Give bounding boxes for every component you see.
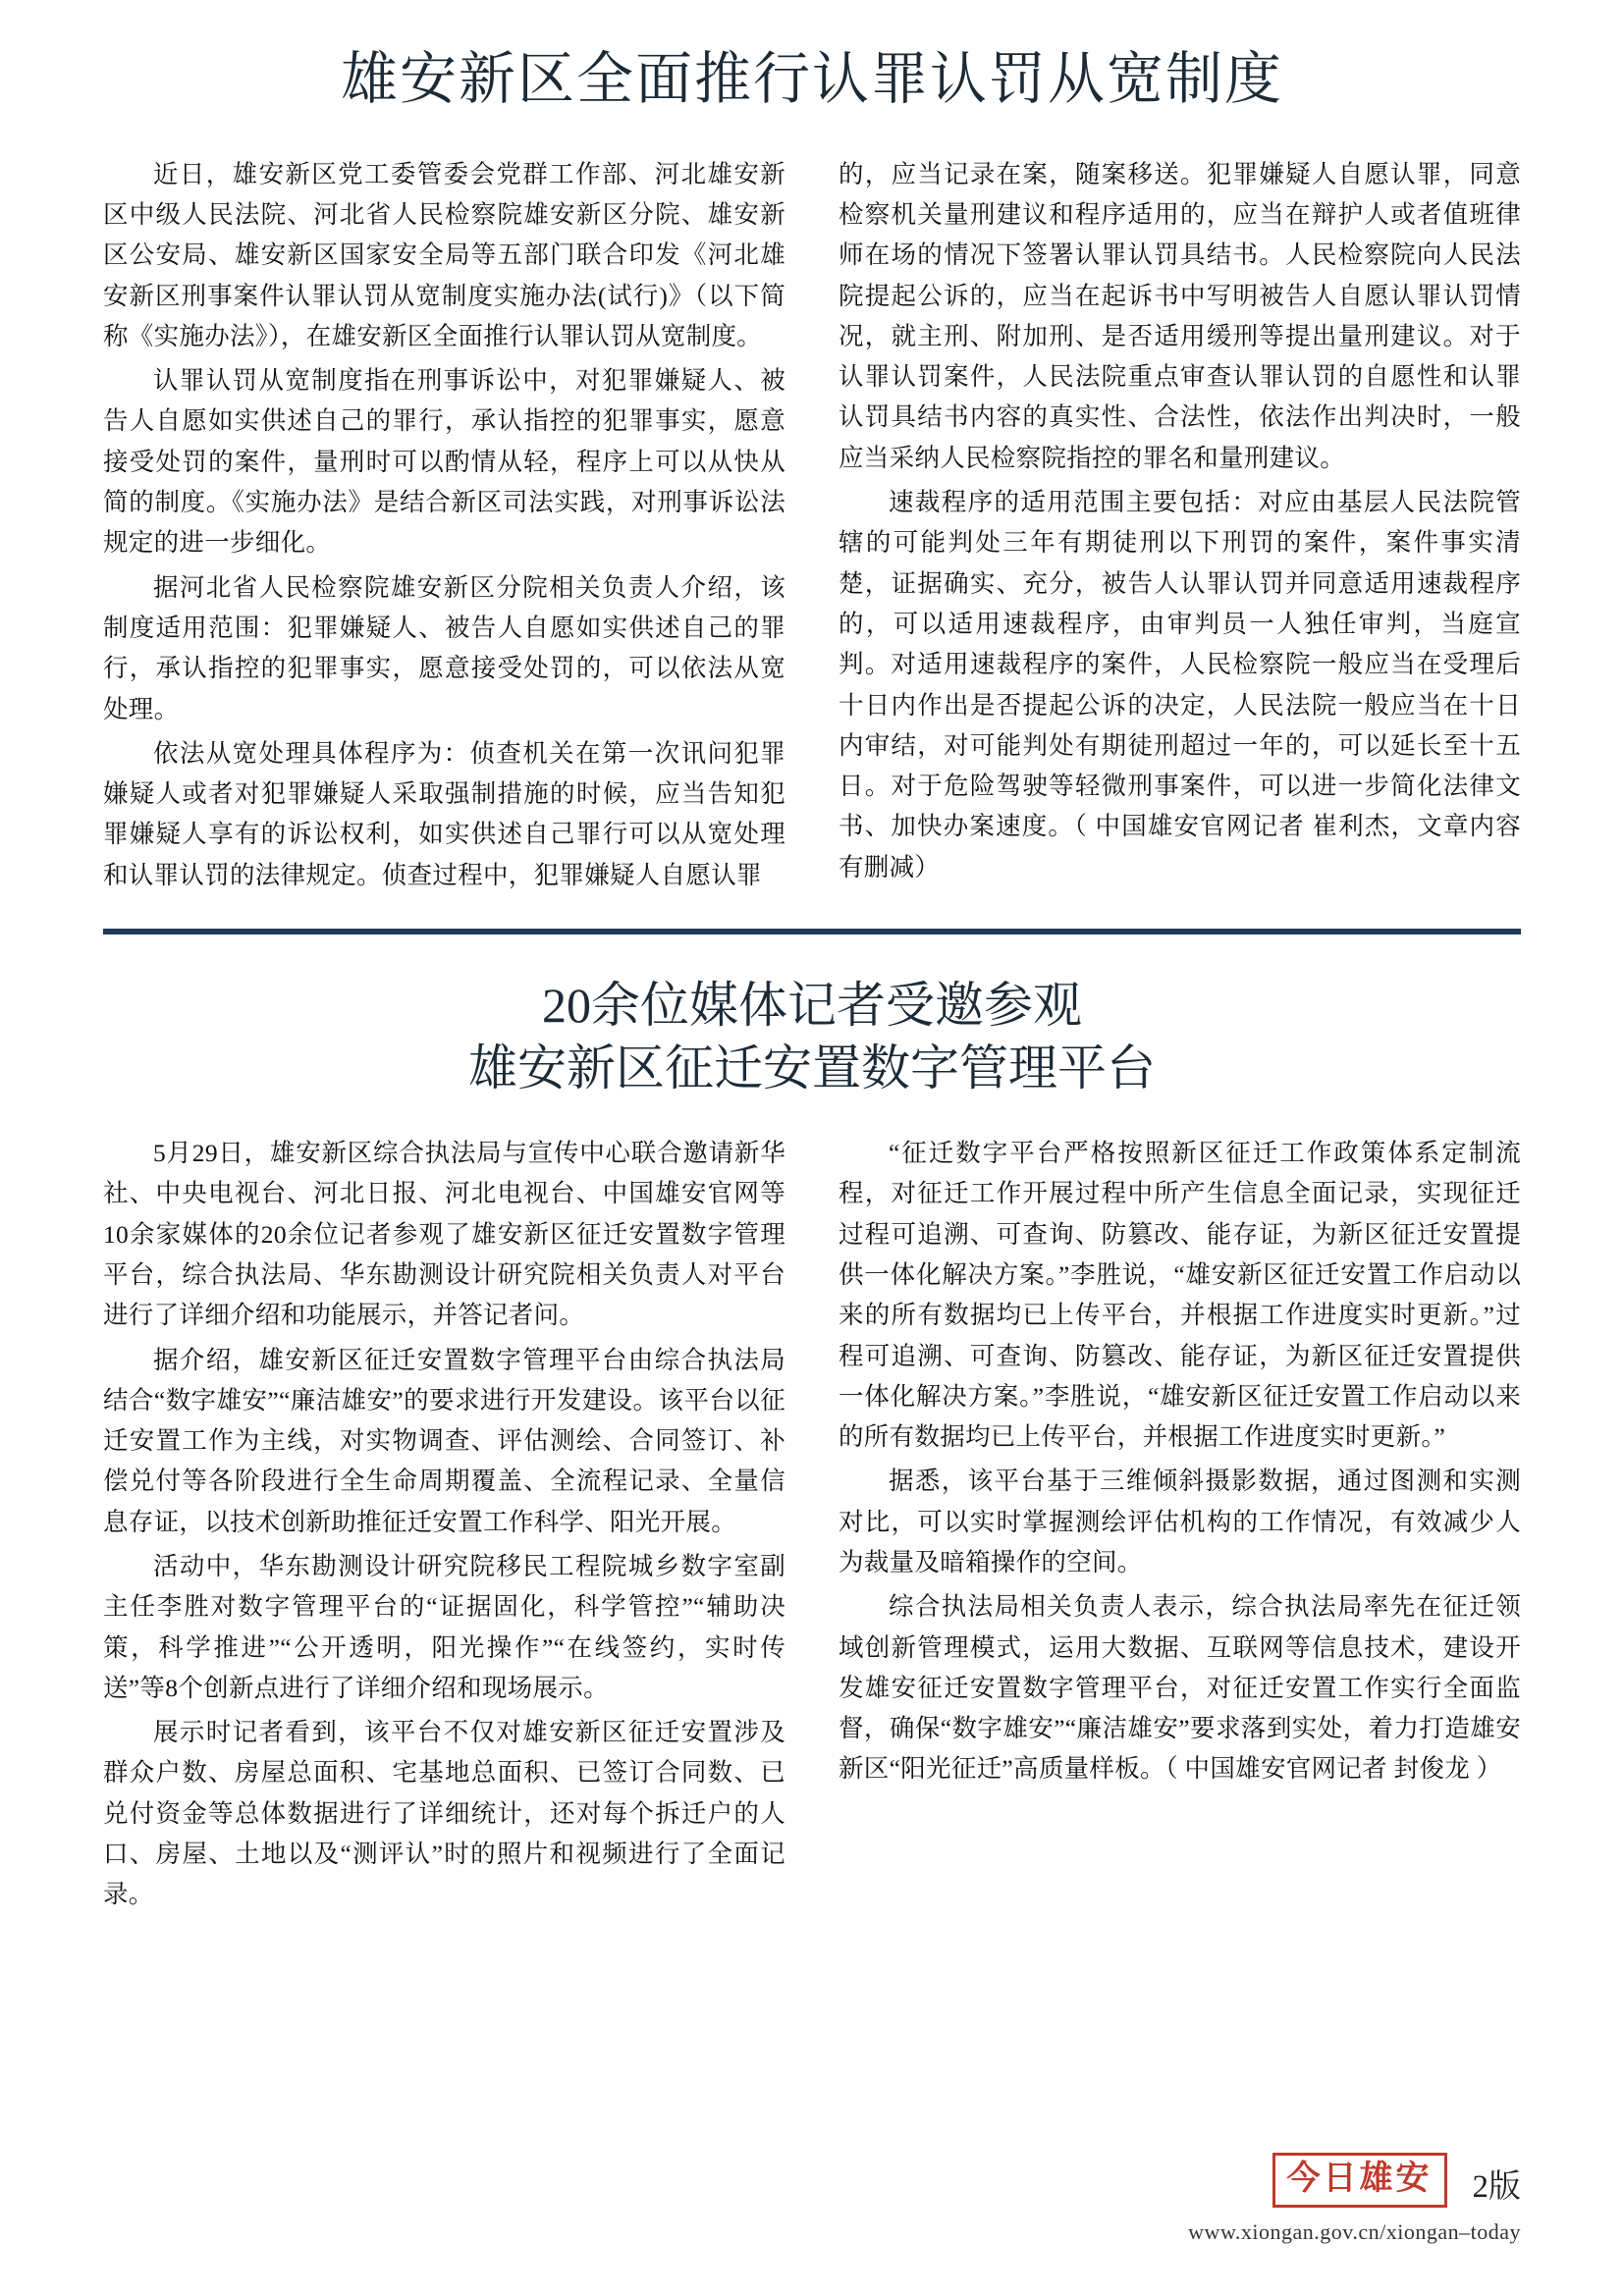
paragraph: 依法从宽处理具体程序为：侦查机关在第一次讯问犯罪嫌疑人或者对犯罪嫌疑人采取强制措施的时候，应当告知犯罪嫌疑人享有的诉讼权利，如实供述自己罪行可以从宽处理和认罪认罚的法律规定。侦查过程中，犯罪嫌疑人自愿认罪 xyxy=(103,738,785,889)
paragraph: 认罪认罚从宽制度指在刑事诉讼中，对犯罪嫌疑人、被告人自愿如实供述自己的罪行，承认指控的犯罪事实，愿意接受处罚的案件，量刑时可以酌情从轻，程序上可以从快从简的制度。《实施办法》是结合新区司法实践，对刑事诉讼法规定的进一步细化。 xyxy=(103,366,785,558)
paragraph: 展示时记者看到，该平台不仅对雄安新区征迁安置涉及群众户数、房屋总面积、宅基地总面积、已签订合同数、已兑付资金等总体数据进行了详细统计，还对每个拆迁户的人口、房屋、土地以及“测评认”时的照片和视频进行了全面记录。 xyxy=(103,1718,785,1909)
article-one-headline: 雄安新区全面推行认罪认罚从宽制度 xyxy=(340,47,1283,111)
article-two-right-column xyxy=(839,1133,1521,1919)
footer-website-url: www.xiongan.gov.cn/xiongan–today xyxy=(1188,2219,1521,2244)
article-two-left-column xyxy=(103,1133,785,1919)
paragraph: 综合执法局相关负责人表示，综合执法局率先在征迁领域创新管理模式，运用大数据、互联网等信息技术，建设开发雄安征迁安置数字管理平台，对征迁安置工作实行全面监督，确保“数字雄安”“廉洁雄安”要求落到实处，着力打造雄安新区“阳光征迁”高质量样板。（ 中国雄安官网记者 封俊龙 ） xyxy=(839,1592,1521,1784)
paragraph: 5月29日，雄安新区综合执法局与宣传中心联合邀请新华社、中央电视台、河北日报、河北电视台、中国雄安官网等10余家媒体的20余位记者参观了雄安新区征迁安置数字管理平台，综合执法局、华东勘测设计研究院相关负责人对平台进行了详细介绍和功能展示，并答记者问。 xyxy=(103,1139,785,1330)
paragraph: 速裁程序的适用范围主要包括：对应由基层人民法院管辖的可能判处三年有期徒刑以下刑罚的案件，案件事实清楚，证据确实、充分，被告人认罪认罚并同意适用速裁程序的，可以适用速裁程序，由审判员一人独任审判，当庭宣判。对适用速裁程序的案件，人民检察院一般应当在受理后十日内作出是否提起公诉的决定，人民法院一般应当在十日内审结，对可能判处有期徒刑超过一年的，可以延长至十五日。对于危险驾驶等轻微刑事案件，可以进一步简化法律文书、加快办案速度。（ 中国雄安官网记者 崔利杰，文章内容有删减） xyxy=(839,488,1521,881)
paragraph: “征迁数字平台严格按照新区征迁工作政策体系定制流程，对征迁工作开展过程中所产生信息全面记录，实现征迁过程可追溯、可查询、防篡改、能存证，为新区征迁安置提供一体化解决方案。”李胜说，“雄安新区征迁安置工作启动以来的所有数据均已上传平台，并根据工作进度实时更新。”过程可追溯、可查询、防篡改、能存证，为新区征迁安置提供一体化解决方案。”李胜说，“雄安新区征迁安置工作启动以来的所有数据均已上传平台，并根据工作进度实时更新。” xyxy=(839,1139,1521,1452)
masthead-logo: 今日雄安 xyxy=(1272,2153,1447,2208)
article-two xyxy=(103,934,1521,1919)
article-two-headline xyxy=(103,974,1521,1099)
paragraph: 近日，雄安新区党工委管委会党群工作部、河北雄安新区中级人民法院、河北省人民检察院雄安新区分院、雄安新区公安局、雄安新区国家安全局等五部门联合印发《河北雄安新区刑事案件认罪认罚从宽制度实施办法(试行)》（以下简称《实施办法》），在雄安新区全面推行认罪认罚从宽制度。 xyxy=(103,159,785,350)
article-one-right-column xyxy=(839,154,1521,899)
article-one xyxy=(103,0,1521,899)
footer-top-row xyxy=(1010,2153,1521,2208)
article-one-left-column xyxy=(103,154,785,899)
article-two-headline-line-1: 20余位媒体记者受邀参观 xyxy=(542,978,1082,1034)
article-one-columns xyxy=(103,154,1521,899)
article-two-headline-line-2: 雄安新区征迁安置数字管理平台 xyxy=(468,1041,1156,1096)
paragraph: 的，应当记录在案，随案移送。犯罪嫌疑人自愿认罪，同意检察机关量刑建议和程序适用的，应当在辩护人或者值班律师在场的情况下签署认罪认罚具结书。人民检察院向人民法院提起公诉的，应当在起诉书中写明被告人自愿认罪认罚情况，就主刑、附加刑、是否适用缓刑等提出量刑建议。对于认罪认罚案件，人民法院重点审查认罪认罚的自愿性和认罪认罚具结书内容的真实性、合法性，依法作出判决时，一般应当采纳人民检察院指控的罪名和量刑建议。 xyxy=(839,159,1521,472)
article-two-columns xyxy=(103,1133,1521,1919)
paragraph: 据悉，该平台基于三维倾斜摄影数据，通过图测和实测对比，可以实时掌握测绘评估机构的工作情况，有效减少人为裁量及暗箱操作的空间。 xyxy=(839,1467,1521,1576)
paragraph: 活动中，华东勘测设计研究院移民工程院城乡数字室副主任李胜对数字管理平台的“证据固化，科学管控”“辅助决策，科学推进”“公开透明，阳光操作”“在线签约，实时传送”等8个创新点进行了详细介绍和现场展示。 xyxy=(103,1552,785,1702)
page-number: 2版 xyxy=(1472,2169,1521,2205)
paragraph: 据河北省人民检察院雄安新区分院相关负责人介绍，该制度适用范围：犯罪嫌疑人、被告人自愿如实供述自己的罪行，承认指控的犯罪事实，愿意接受处罚的，可以依法从宽处理。 xyxy=(103,572,785,723)
paragraph: 据介绍，雄安新区征迁安置数字管理平台由综合执法局结合“数字雄安”“廉洁雄安”的要求进行开发建设。该平台以征迁安置工作为主线，对实物调查、评估测绘、合同签订、补偿兑付等各阶段进行全生命周期覆盖、全流程记录、全量信息存证，以技术创新助推征迁安置工作科学、阳光开展。 xyxy=(103,1345,785,1536)
page-footer xyxy=(1010,2153,1521,2245)
